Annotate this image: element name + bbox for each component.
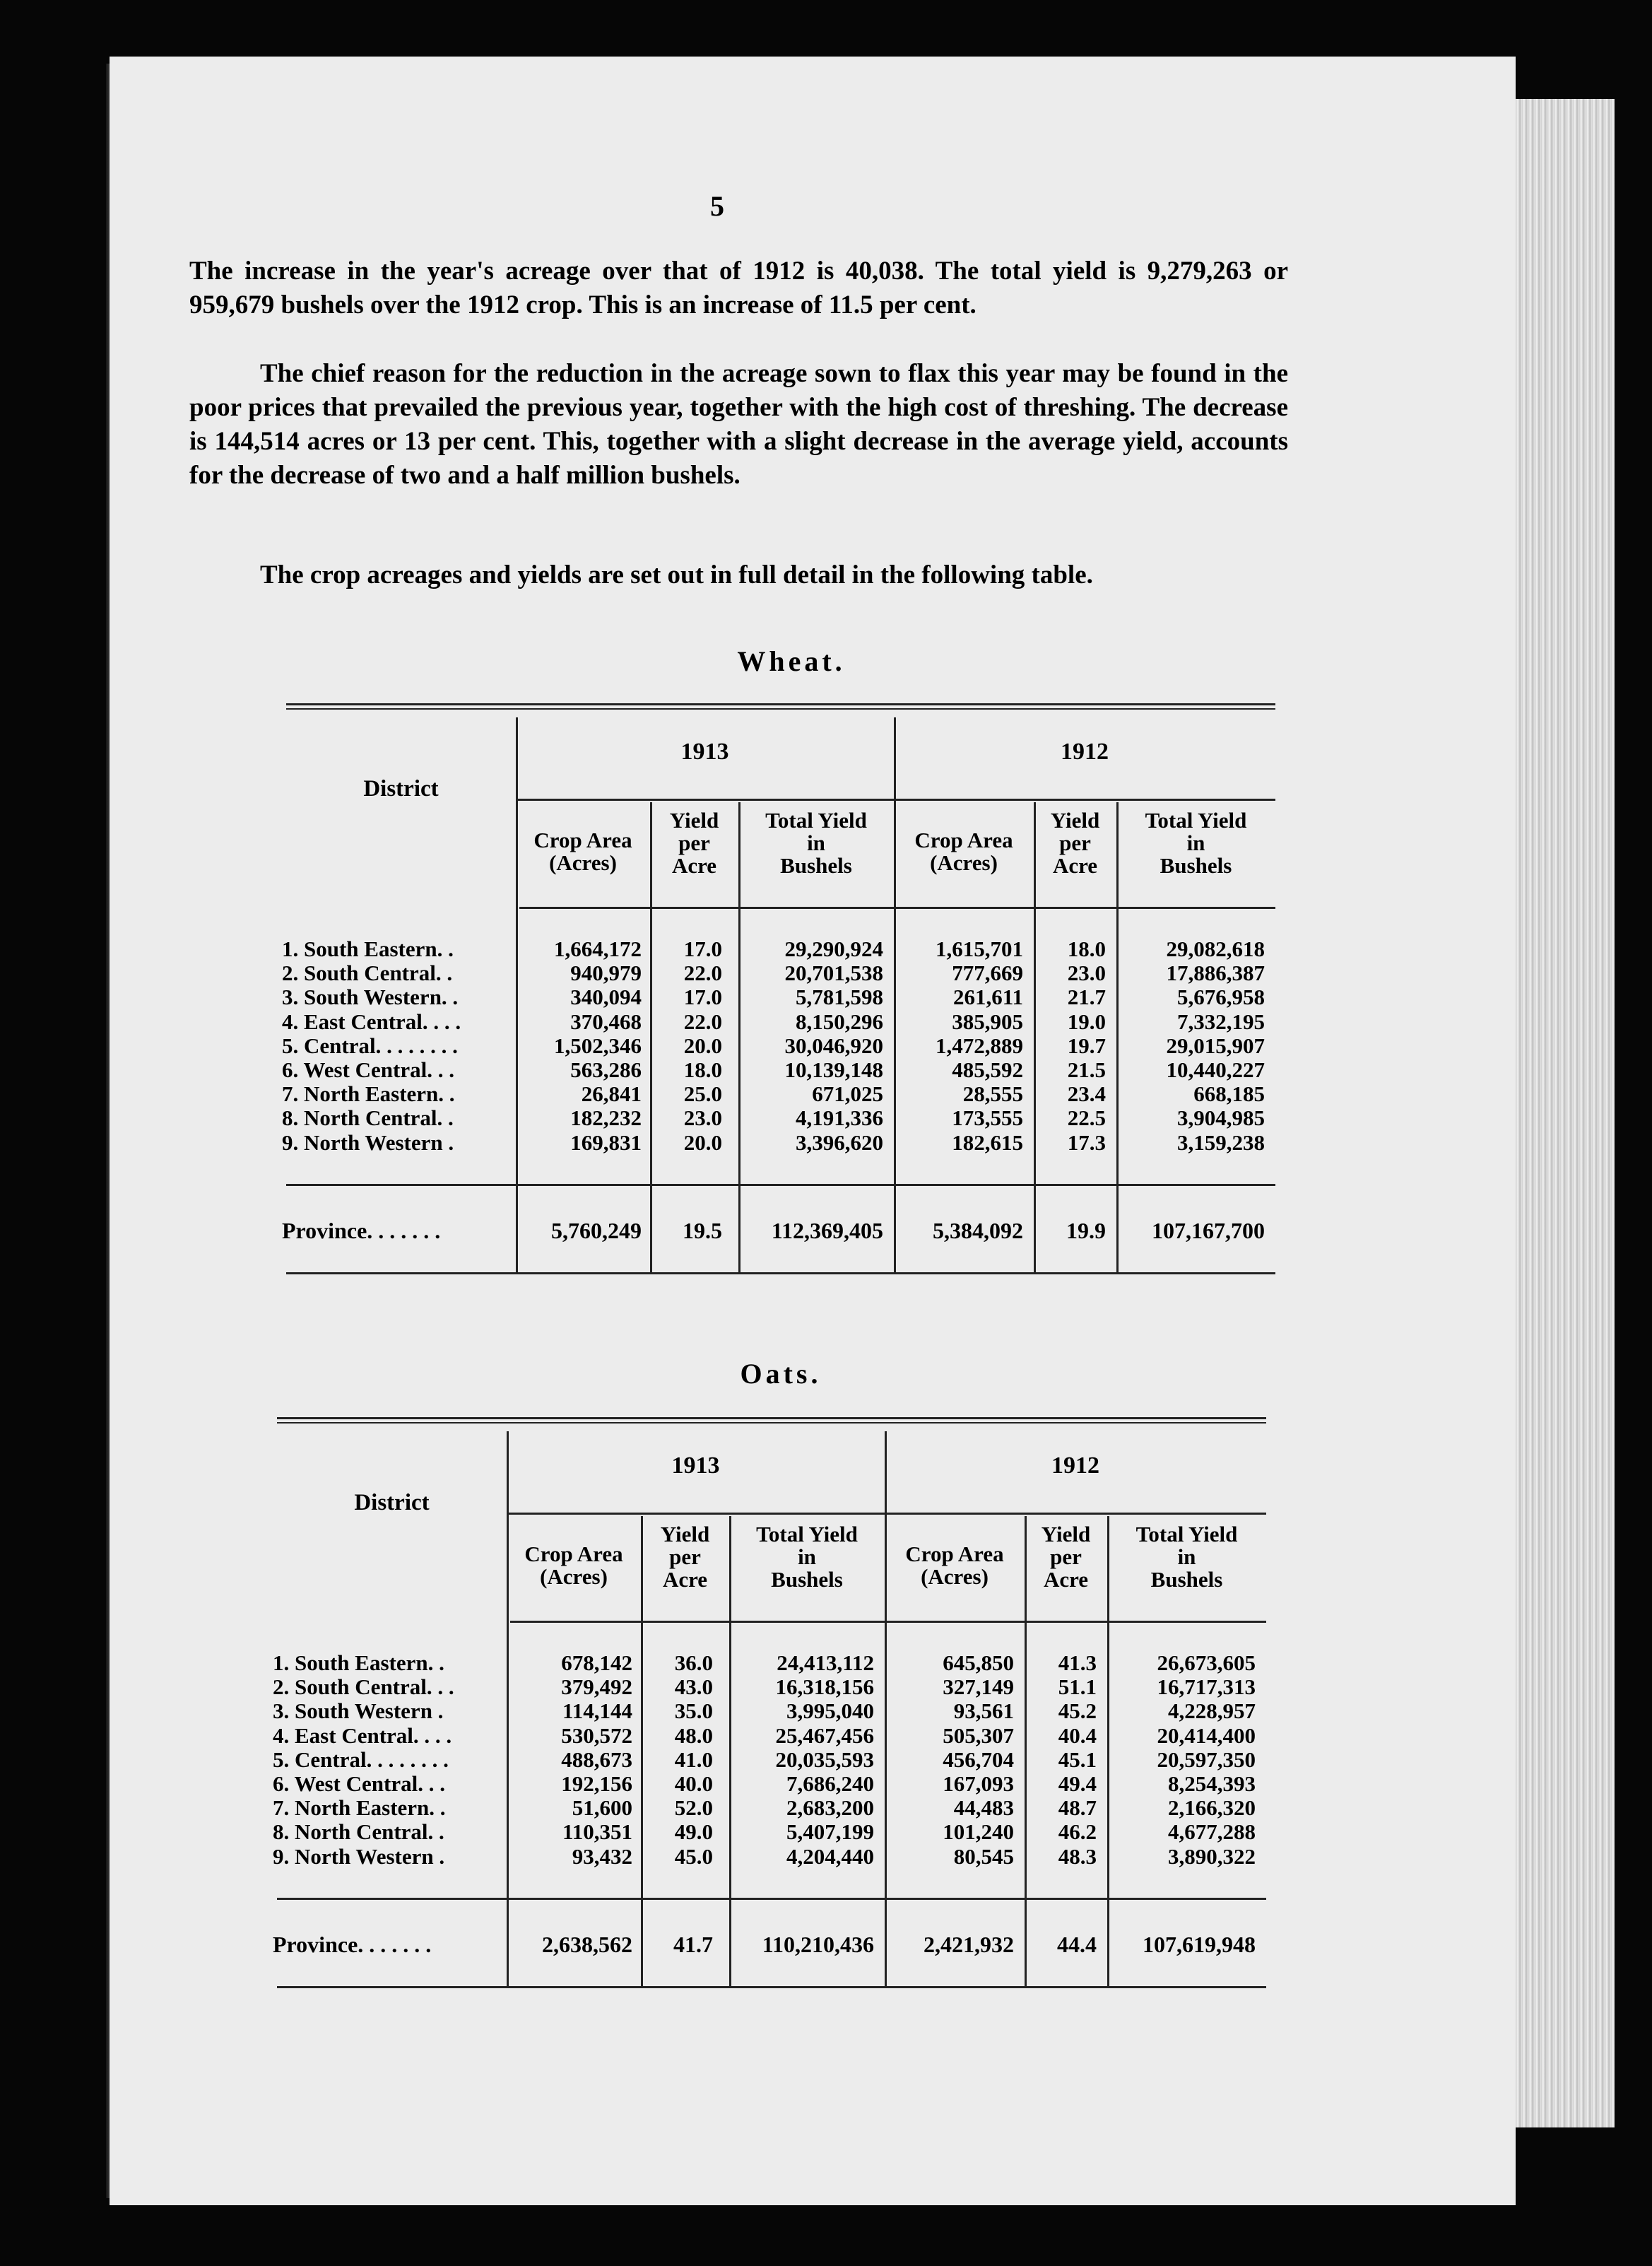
district-name: 2. South Central. . <box>282 961 453 986</box>
b-area-value: 385,905 <box>952 1009 1023 1034</box>
district-name: 9. North Western . <box>273 1843 445 1869</box>
a-yield-value: 19.5 <box>683 1218 722 1243</box>
b-total-value: 20,597,350 <box>1157 1747 1256 1772</box>
b-yield-value: 40.4 <box>1058 1722 1097 1748</box>
b-area-value: 93,561 <box>953 1698 1014 1724</box>
header-line: Total Yield <box>765 808 867 833</box>
district-name: 8. North Central. . <box>282 1105 454 1131</box>
a-yield-value: 17.0 <box>683 985 722 1010</box>
oats-table-title: Oats. <box>740 1358 822 1390</box>
a-area-value: 182,232 <box>570 1105 642 1131</box>
header-line: (Acres) <box>549 850 617 875</box>
table-row <box>282 1033 1275 1058</box>
header-line: (Acres) <box>540 1564 608 1589</box>
table-row <box>282 1057 1275 1082</box>
t0-header-a-crop-area <box>516 829 650 874</box>
b-area-value: 261,611 <box>952 985 1023 1010</box>
t1-header-b-yield-per-acre <box>1025 1523 1107 1591</box>
b-area-value: 777,669 <box>952 961 1023 986</box>
b-total-value: 10,440,227 <box>1166 1057 1265 1082</box>
a-total-value: 8,150,296 <box>796 1009 883 1034</box>
b-area-value: 101,240 <box>943 1819 1014 1845</box>
b-yield-value: 44.4 <box>1057 1932 1097 1957</box>
b-total-value: 2,166,320 <box>1168 1795 1256 1821</box>
b-yield-value: 21.7 <box>1067 985 1106 1010</box>
a-yield-value: 45.0 <box>674 1843 713 1869</box>
b-total-value: 26,673,605 <box>1157 1650 1256 1675</box>
a-yield-value: 23.0 <box>683 1105 722 1131</box>
b-total-value: 107,167,700 <box>1152 1218 1265 1243</box>
b-yield-value: 45.1 <box>1058 1747 1097 1772</box>
a-yield-value: 20.0 <box>683 1033 722 1058</box>
a-total-value: 7,686,240 <box>786 1771 874 1796</box>
header-line: Acre <box>1043 1567 1089 1592</box>
a-total-value: 112,369,405 <box>771 1218 883 1243</box>
a-area-value: 5,760,249 <box>551 1218 642 1243</box>
header-line: (Acres) <box>930 850 998 875</box>
district-name: 3. South Western . <box>273 1698 444 1724</box>
a-area-value: 169,831 <box>570 1129 642 1155</box>
table-row <box>282 985 1275 1010</box>
a-area-value: 370,468 <box>570 1009 642 1034</box>
b-yield-value: 48.3 <box>1058 1843 1097 1869</box>
b-total-value: 16,717,313 <box>1157 1674 1256 1700</box>
header-line: Yield <box>1050 808 1100 833</box>
t1-total-rule <box>277 1898 1266 1900</box>
a-area-value: 114,144 <box>562 1698 632 1724</box>
district-name: 8. North Central. . <box>273 1819 444 1845</box>
a-total-value: 30,046,920 <box>784 1033 883 1058</box>
b-total-value: 29,082,618 <box>1166 937 1265 961</box>
header-line: per <box>1050 1544 1082 1569</box>
b-total-value: 3,159,238 <box>1177 1129 1265 1155</box>
header-line: Total Yield <box>1135 1522 1238 1546</box>
b-area-value: 1,472,889 <box>936 1033 1023 1058</box>
a-yield-value: 48.0 <box>674 1722 713 1748</box>
t1-top-rule <box>277 1417 1266 1419</box>
b-total-value: 107,619,948 <box>1143 1932 1256 1957</box>
paragraph-flax-reduction: The chief reason for the reduction in the acreage sown to flax this year may be found in the poor prices that prevailed the previous year, together with the high cost of threshing. The decrease is 144,514 acres or 13 per cent. This, together with a slight decrease in the average yield, accounts for the decrease of two and a half million bushels. <box>189 359 1288 490</box>
a-yield-value: 41.7 <box>673 1932 713 1957</box>
paragraph-table-intro: The crop acreages and yields are set out in full detail in the following table. <box>260 560 1093 589</box>
province-total-row <box>282 1218 1275 1243</box>
t1-header-year-1912: 1912 <box>1051 1452 1099 1479</box>
a-yield-value: 22.0 <box>683 961 722 986</box>
a-total-value: 4,204,440 <box>786 1843 874 1869</box>
b-total-value: 17,886,387 <box>1166 961 1265 986</box>
b-total-value: 4,677,288 <box>1168 1819 1256 1845</box>
header-line: in <box>1186 830 1205 855</box>
a-total-value: 20,701,538 <box>784 961 883 986</box>
b-yield-value: 23.0 <box>1067 961 1106 986</box>
t1-bottom-rule <box>277 1986 1266 1988</box>
b-area-value: 505,307 <box>943 1722 1014 1748</box>
table-row <box>282 1129 1275 1155</box>
b-total-value: 4,228,957 <box>1168 1698 1256 1724</box>
a-yield-value: 20.0 <box>683 1129 722 1155</box>
table-row <box>282 1081 1275 1107</box>
b-yield-value: 48.7 <box>1058 1795 1097 1821</box>
wheat-table-title: Wheat. <box>737 645 846 677</box>
b-area-value: 327,149 <box>943 1674 1014 1700</box>
district-name: 7. North Eastern. . <box>273 1795 446 1821</box>
header-line: per <box>1059 830 1091 855</box>
b-total-value: 7,332,195 <box>1177 1009 1265 1034</box>
t1-top-rule-2 <box>277 1422 1266 1423</box>
t0-header-a-yield-per-acre <box>650 809 738 877</box>
wheat-table <box>282 703 1275 1290</box>
header-line: Acre <box>671 853 717 878</box>
a-total-value: 5,407,199 <box>786 1819 874 1845</box>
page-number: 5 <box>710 190 724 222</box>
header-line: Bushels <box>771 1567 843 1592</box>
a-area-value: 1,502,346 <box>554 1033 642 1058</box>
header-line: in <box>807 830 825 855</box>
district-name: Province. . . . . . . <box>282 1218 441 1243</box>
header-line: Crop Area <box>533 828 632 852</box>
b-yield-value: 21.5 <box>1067 1057 1106 1082</box>
a-total-value: 29,290,924 <box>784 937 883 961</box>
a-yield-value: 41.0 <box>674 1747 713 1772</box>
b-yield-value: 49.4 <box>1058 1771 1097 1796</box>
header-line: Crop Area <box>905 1542 1004 1566</box>
a-area-value: 530,572 <box>561 1722 632 1748</box>
b-area-value: 173,555 <box>952 1105 1023 1131</box>
a-total-value: 110,210,436 <box>762 1932 874 1957</box>
b-yield-value: 22.5 <box>1067 1105 1106 1131</box>
header-line: Yield <box>669 808 719 833</box>
table-row <box>282 1105 1275 1131</box>
a-total-value: 4,191,336 <box>796 1105 883 1131</box>
b-area-value: 645,850 <box>943 1650 1014 1675</box>
a-area-value: 2,638,562 <box>542 1932 632 1957</box>
a-total-value: 5,781,598 <box>796 985 883 1010</box>
a-total-value: 671,025 <box>812 1081 883 1107</box>
b-yield-value: 18.0 <box>1067 937 1106 961</box>
t1-header-b-crop-area <box>885 1543 1025 1588</box>
district-name: Province. . . . . . . <box>273 1932 432 1957</box>
a-area-value: 678,142 <box>561 1650 632 1675</box>
a-yield-value: 22.0 <box>683 1009 722 1034</box>
t0-header-year-1913: 1913 <box>680 739 729 765</box>
a-area-value: 340,094 <box>570 985 642 1010</box>
t0-header-year-1912: 1912 <box>1061 739 1109 765</box>
a-yield-value: 49.0 <box>674 1819 713 1845</box>
t0-total-rule <box>286 1184 1275 1186</box>
t0-top-rule <box>286 703 1275 705</box>
table-row <box>273 1698 1266 1724</box>
t1-header-b-total-yield <box>1107 1523 1266 1591</box>
a-total-value: 25,467,456 <box>775 1722 874 1748</box>
a-yield-value: 36.0 <box>674 1650 713 1675</box>
b-total-value: 20,414,400 <box>1157 1722 1256 1748</box>
a-total-value: 24,413,112 <box>777 1650 874 1675</box>
a-area-value: 488,673 <box>561 1747 632 1772</box>
b-yield-value: 17.3 <box>1067 1129 1106 1155</box>
b-yield-value: 45.2 <box>1058 1698 1097 1724</box>
province-total-row <box>273 1932 1266 1957</box>
a-total-value: 20,035,593 <box>775 1747 874 1772</box>
b-yield-value: 19.9 <box>1066 1218 1106 1243</box>
a-yield-value: 35.0 <box>674 1698 713 1724</box>
table-row <box>273 1843 1266 1869</box>
table-row <box>273 1747 1266 1772</box>
district-name: 1. South Eastern. . <box>282 937 454 961</box>
b-yield-value: 19.7 <box>1067 1033 1106 1058</box>
b-area-value: 182,615 <box>952 1129 1023 1155</box>
a-yield-value: 18.0 <box>683 1057 722 1082</box>
table-row <box>282 961 1275 986</box>
t1-header-rule <box>510 1621 1266 1623</box>
a-area-value: 563,286 <box>570 1057 642 1082</box>
header-line: in <box>798 1544 816 1569</box>
paragraph-acreage-increase: The increase in the year's acreage over that of 1912 is 40,038. The total yield is 9,279,263 or 959,679 bushels over the 1912 crop. This is an increase of 11.5 per cent. <box>189 257 1288 319</box>
a-yield-value: 25.0 <box>683 1081 722 1107</box>
b-area-value: 2,421,932 <box>924 1932 1014 1957</box>
b-total-value: 29,015,907 <box>1166 1033 1265 1058</box>
district-name: 3. South Western. . <box>282 985 459 1010</box>
b-total-value: 668,185 <box>1193 1081 1265 1107</box>
header-line: Acre <box>662 1567 708 1592</box>
a-area-value: 51,600 <box>572 1795 632 1821</box>
a-yield-value: 40.0 <box>674 1771 713 1796</box>
t1-header-year-1913: 1913 <box>671 1452 720 1479</box>
district-name: 4. East Central. . . . <box>282 1009 461 1034</box>
a-area-value: 110,351 <box>562 1819 632 1845</box>
header-line: Bushels <box>1150 1567 1223 1592</box>
b-yield-value: 51.1 <box>1058 1674 1097 1700</box>
b-area-value: 5,384,092 <box>933 1218 1023 1243</box>
t0-header-b-total-yield <box>1116 809 1275 877</box>
district-name: 1. South Eastern. . <box>273 1650 444 1675</box>
b-total-value: 8,254,393 <box>1168 1771 1256 1796</box>
t1-header-a-crop-area <box>507 1543 641 1588</box>
table-row <box>282 1009 1275 1034</box>
a-yield-value: 52.0 <box>674 1795 713 1821</box>
district-name: 5. Central. . . . . . . . <box>273 1747 449 1772</box>
a-area-value: 1,664,172 <box>554 937 642 961</box>
header-line: Yield <box>1041 1522 1091 1546</box>
b-area-value: 80,545 <box>953 1843 1014 1869</box>
header-line: (Acres) <box>921 1564 989 1589</box>
header-line: Acre <box>1052 853 1098 878</box>
header-line: Total Yield <box>756 1522 858 1546</box>
header-line: Bushels <box>780 853 852 878</box>
t0-header-rule <box>519 907 1275 909</box>
district-name: 4. East Central. . . . <box>273 1722 452 1748</box>
b-yield-value: 23.4 <box>1067 1081 1106 1107</box>
table-row <box>273 1795 1266 1821</box>
t0-top-rule-2 <box>286 708 1275 710</box>
district-name: 9. North Western . <box>282 1129 454 1155</box>
header-line: Yield <box>660 1522 710 1546</box>
header-line: Bushels <box>1160 853 1232 878</box>
a-area-value: 192,156 <box>561 1771 632 1796</box>
b-total-value: 3,890,322 <box>1168 1843 1256 1869</box>
table-row <box>273 1819 1266 1845</box>
b-yield-value: 46.2 <box>1058 1819 1097 1845</box>
table-row <box>273 1674 1266 1700</box>
header-line: Crop Area <box>524 1542 623 1566</box>
table-row <box>273 1722 1266 1748</box>
a-total-value: 3,396,620 <box>796 1129 883 1155</box>
b-area-value: 485,592 <box>952 1057 1023 1082</box>
a-total-value: 10,139,148 <box>784 1057 883 1082</box>
a-area-value: 379,492 <box>561 1674 632 1700</box>
a-area-value: 26,841 <box>581 1081 642 1107</box>
b-area-value: 1,615,701 <box>936 937 1023 961</box>
t1-header-a-total-yield <box>729 1523 885 1591</box>
header-line: Crop Area <box>914 828 1013 852</box>
a-total-value: 2,683,200 <box>786 1795 874 1821</box>
b-yield-value: 41.3 <box>1058 1650 1097 1675</box>
t1-header-district: District <box>354 1490 430 1515</box>
district-name: 6. West Central. . . <box>282 1057 454 1082</box>
table-row <box>273 1650 1266 1675</box>
header-line: Total Yield <box>1145 808 1247 833</box>
b-area-value: 28,555 <box>962 1081 1023 1107</box>
a-yield-value: 17.0 <box>683 937 722 961</box>
b-area-value: 456,704 <box>943 1747 1014 1772</box>
b-area-value: 167,093 <box>943 1771 1014 1796</box>
t0-header-district: District <box>363 776 439 802</box>
table-row <box>273 1771 1266 1796</box>
b-yield-value: 19.0 <box>1067 1009 1106 1034</box>
a-total-value: 3,995,040 <box>786 1698 874 1724</box>
t1-header-a-yield-per-acre <box>641 1523 729 1591</box>
t0-bottom-rule <box>286 1272 1275 1274</box>
a-yield-value: 43.0 <box>674 1674 713 1700</box>
t0-header-b-yield-per-acre <box>1034 809 1116 877</box>
district-name: 5. Central. . . . . . . . <box>282 1033 458 1058</box>
table-row <box>282 937 1275 961</box>
a-area-value: 93,432 <box>572 1843 632 1869</box>
header-line: per <box>678 830 710 855</box>
page-edges <box>1516 99 1615 2127</box>
t0-header-a-total-yield <box>738 809 894 877</box>
b-total-value: 5,676,958 <box>1177 985 1265 1010</box>
district-name: 6. West Central. . . <box>273 1771 445 1796</box>
header-line: in <box>1177 1544 1196 1569</box>
oats-table <box>273 1417 1266 2004</box>
a-area-value: 940,979 <box>570 961 642 986</box>
district-name: 7. North Eastern. . <box>282 1081 455 1107</box>
t0-header-b-crop-area <box>894 829 1034 874</box>
a-total-value: 16,318,156 <box>775 1674 874 1700</box>
header-line: per <box>669 1544 701 1569</box>
b-area-value: 44,483 <box>953 1795 1014 1821</box>
district-name: 2. South Central. . . <box>273 1674 454 1700</box>
b-total-value: 3,904,985 <box>1177 1105 1265 1131</box>
